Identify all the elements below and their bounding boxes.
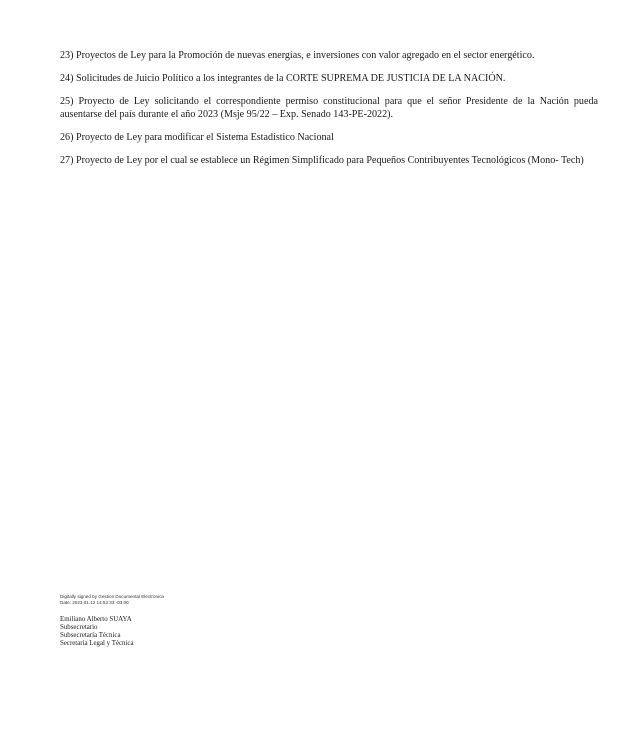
signer-name: Emiliano Alberto SUAYA xyxy=(60,616,132,624)
document-body xyxy=(60,49,598,177)
signer-office: Subsecretaría Técnica xyxy=(60,632,121,640)
digital-signature-stamp xyxy=(60,594,320,605)
digital-signature-signed-by: Digitally signed by Gestion Documental Electronica xyxy=(60,594,164,599)
digital-signature-date: Date: 2023.01.12 14:52:33 -03:00 xyxy=(60,599,129,605)
signer-details xyxy=(60,616,320,648)
list-item-25: 25) Proyecto de Ley solicitando el correspondiente permiso constitucional para que el señor Presidente de la Nación pueda ausentarse del país durante el año 2023 (Msje 95/22 – Exp. Senado 143-PE-2022). xyxy=(60,96,598,120)
signer-title: Subsecretario xyxy=(60,624,98,632)
list-item-26: 26) Proyecto de Ley para modificar el Sistema Estadístico Nacional xyxy=(60,132,334,143)
list-item-24: 24) Solicitudes de Juicio Político a los integrantes de la CORTE SUPREMA DE JUSTICIA DE LA NACIÓN. xyxy=(60,73,506,84)
signer-department: Secretaría Legal y Técnica xyxy=(60,640,134,648)
signature-block xyxy=(60,594,320,649)
list-item-27: 27) Proyecto de Ley por el cual se establece un Régimen Simplificado para Pequeños Contribuyentes Tecnológicos (Mono- Tech) xyxy=(60,155,584,166)
list-item-23: 23) Proyectos de Ley para la Promoción de nuevas energías, e inversiones con valor agregado en el sector energético. xyxy=(60,50,535,61)
